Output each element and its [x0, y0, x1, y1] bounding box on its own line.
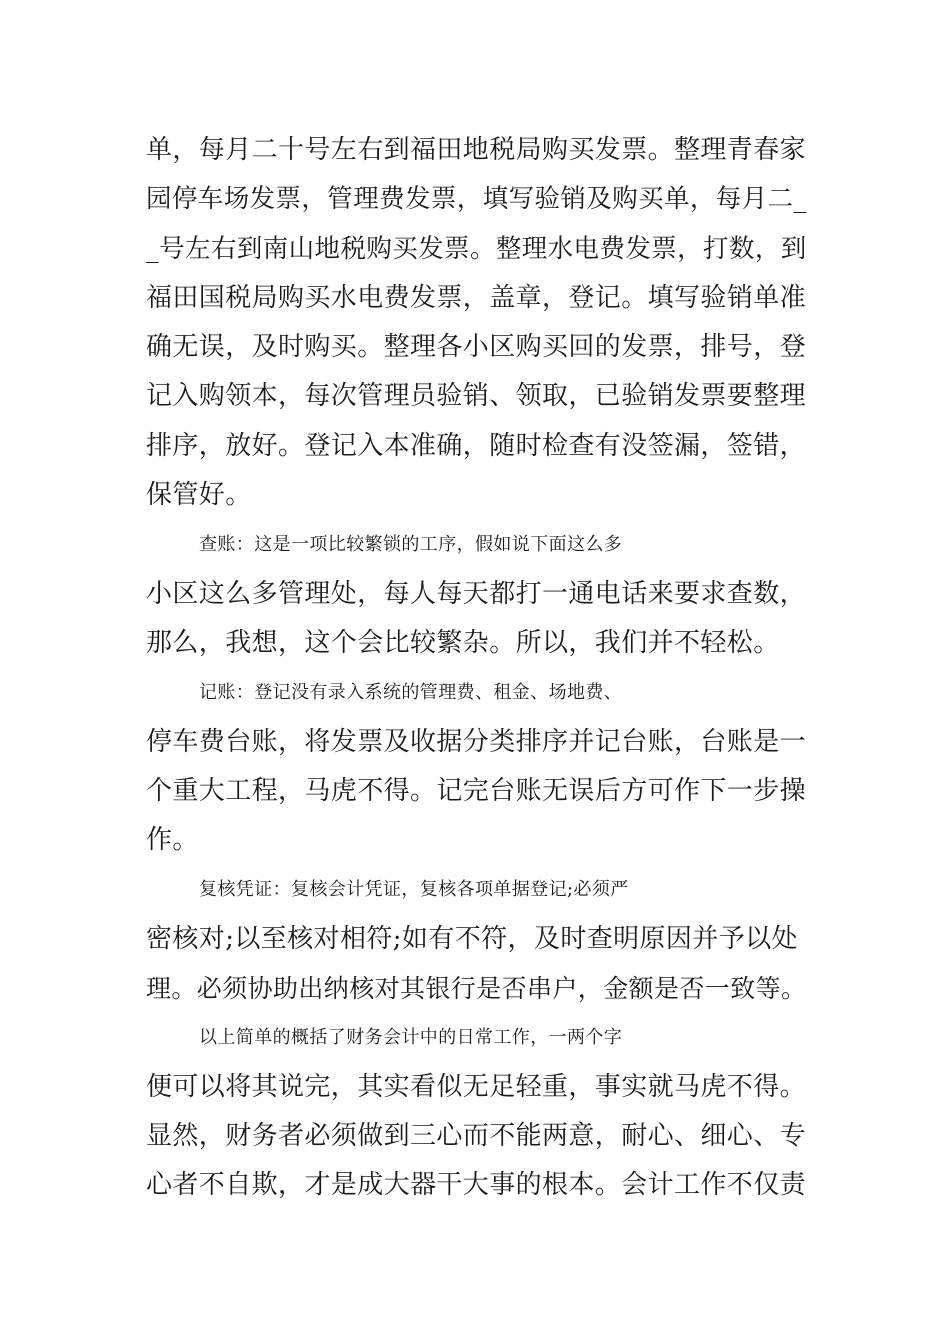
paragraph-start-line: 记账：登记没有录入系统的管理费、租金、场地费、	[199, 682, 623, 704]
paragraph-start-line: 以上简单的概括了财务会计中的日常工作，一两个字	[199, 1027, 623, 1049]
text-line: 便可以将其说完，其实看似无足轻重，事实就马虎不得。	[146, 1071, 807, 1102]
text-line: 心者不自欺，才是成大器干大事的根本。会计工作不仅责	[146, 1170, 807, 1201]
text-line: 记入购领本，每次管理员验销、领取，已验销发票要整理	[146, 381, 807, 412]
text-line: 福田国税局购买水电费发票，盖章，登记。填写验销单准	[146, 282, 807, 313]
text-line: 那么，我想，这个会比较繁杂。所以，我们并不轻松。	[146, 627, 780, 658]
paragraph-start-line: 查账：这是一项比较繁锁的工序，假如说下面这么多	[199, 534, 623, 556]
paragraph-start-line: 复核凭证：复核会计凭证，复核各项单据登记;必须严	[199, 879, 629, 901]
text-line: 个重大工程，马虎不得。记完台账无误后方可作下一步操	[146, 775, 807, 806]
text-line: 理。必须协助出纳核对其银行是否串户，金额是否一致等。	[146, 974, 807, 1004]
text-line: _号左右到南山地税购买发票。整理水电费发票，打数，到	[146, 233, 807, 264]
text-line: 显然，财务者必须做到三心而不能两意，耐心、细心、专	[146, 1120, 807, 1151]
text-line: 园停车场发票，管理费发票，填写验销及购买单，每月二_	[146, 184, 807, 215]
text-line: 密核对;以至核对相符;如有不符，及时查明原因并予以处	[146, 923, 798, 954]
text-line: 单，每月二十号左右到福田地税局购买发票。整理青春家	[146, 135, 807, 165]
text-line: 保管好。	[146, 480, 252, 511]
text-line: 小区这么多管理处，每人每天都打一通电话来要求查数，	[146, 578, 807, 609]
text-line: 停车费台账，将发票及收据分类排序并记台账，台账是一	[146, 726, 807, 757]
text-line: 作。	[146, 825, 199, 856]
text-line: 确无误，及时购买。整理各小区购买回的发票，排号，登	[146, 332, 807, 363]
document-body	[146, 126, 811, 1211]
text-line: 排序，放好。登记入本准确，随时检查有没签漏，签错，	[146, 430, 807, 461]
